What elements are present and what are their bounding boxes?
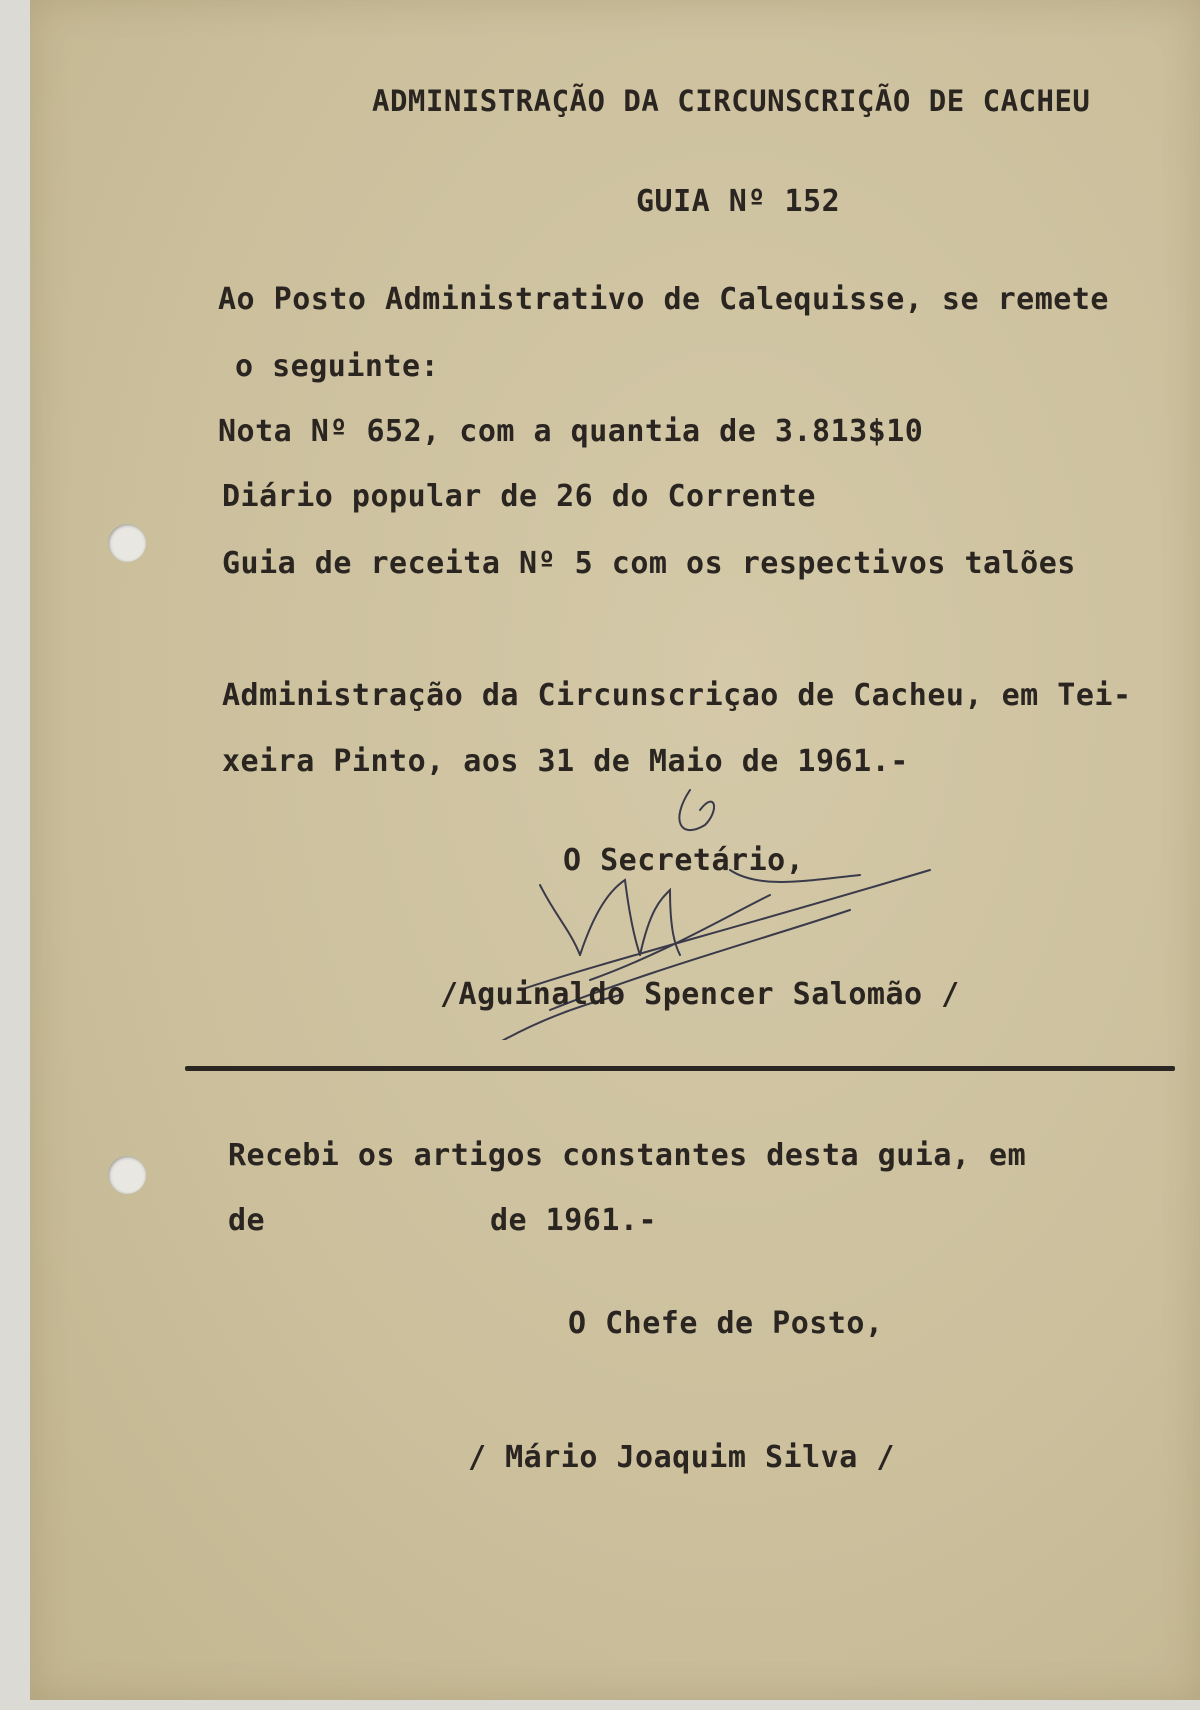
guia-number: GUIA Nº 152 [636,184,841,219]
item-diario: Diário popular de 26 do Corrente [222,479,816,514]
chefe-de-posto-role: O Chefe de Posto, [568,1306,884,1341]
place-date-line-1: Administração da Circunscriçao de Cacheu, em Tei- [222,678,1132,713]
receipt-line-1: Recebi os artigos constantes desta guia, em [228,1138,1027,1173]
place-date-line-2: xeira Pinto, aos 31 de Maio de 1961.- [222,744,909,779]
section-divider [185,1066,1175,1071]
punch-hole-top [108,524,146,562]
scanner-background-bottom [0,1700,1200,1710]
scanner-background-left [0,0,30,1710]
item-nota: Nota Nº 652, com a quantia de 3.813$10 [218,414,924,449]
receipt-line-2-de: de [228,1203,266,1238]
chefe-de-posto-name: / Mário Joaquim Silva / [468,1440,895,1475]
document-header-title: ADMINISTRAÇÃO DA CIRCUNSCRIÇÃO DE CACHEU [372,84,1091,118]
receipt-line-2-year: de 1961.- [490,1203,658,1238]
intro-line-1: Ao Posto Administrativo de Calequisse, se remete [218,282,1109,317]
item-guia-receita: Guia de receita Nº 5 com os respectivos talões [222,546,1076,581]
secretary-role: O Secretário, [563,843,805,878]
intro-line-2: o seguinte: [235,349,440,384]
punch-hole-bottom [108,1156,146,1194]
secretary-name: /Aguinaldo Spencer Salomão / [440,977,960,1012]
